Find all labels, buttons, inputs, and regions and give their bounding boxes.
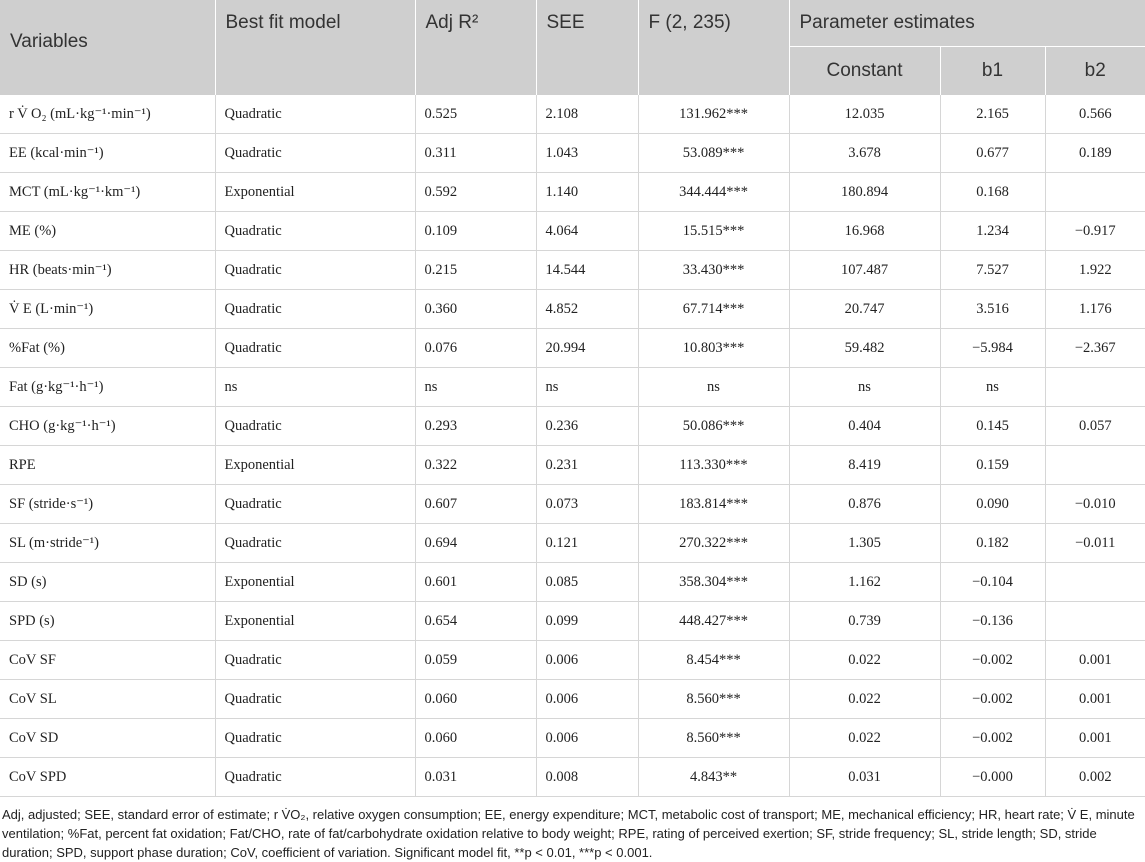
table-row bbox=[0, 407, 1145, 446]
cell-b2: 0.057 bbox=[1045, 407, 1145, 446]
cell-see: 0.006 bbox=[536, 641, 638, 680]
cell-b2: −2.367 bbox=[1045, 329, 1145, 368]
cell-b2 bbox=[1045, 602, 1145, 641]
cell-variable: ME (%) bbox=[0, 212, 215, 251]
cell-b2: 0.002 bbox=[1045, 758, 1145, 797]
cell-see: 0.073 bbox=[536, 485, 638, 524]
cell-variable: CoV SD bbox=[0, 719, 215, 758]
cell-b1: 0.090 bbox=[940, 485, 1045, 524]
table-row bbox=[0, 212, 1145, 251]
cell-constant: 8.419 bbox=[789, 446, 940, 485]
cell-constant: 12.035 bbox=[789, 95, 940, 134]
cell-f: 4.843** bbox=[638, 758, 789, 797]
header-adj-r2: Adj R² bbox=[415, 0, 536, 95]
cell-f: 15.515*** bbox=[638, 212, 789, 251]
cell-model: Exponential bbox=[215, 446, 415, 485]
cell-f: 8.454*** bbox=[638, 641, 789, 680]
cell-model: Quadratic bbox=[215, 95, 415, 134]
cell-b1: 2.165 bbox=[940, 95, 1045, 134]
cell-b2: −0.010 bbox=[1045, 485, 1145, 524]
cell-variable: CoV SF bbox=[0, 641, 215, 680]
table-row bbox=[0, 680, 1145, 719]
cell-f: 131.962*** bbox=[638, 95, 789, 134]
cell-model: Quadratic bbox=[215, 641, 415, 680]
cell-variable: %Fat (%) bbox=[0, 329, 215, 368]
table-row bbox=[0, 173, 1145, 212]
cell-b1: −0.000 bbox=[940, 758, 1045, 797]
cell-variable: Fat (g·kg⁻¹·h⁻¹) bbox=[0, 368, 215, 407]
cell-model: Quadratic bbox=[215, 758, 415, 797]
cell-adj-r2: ns bbox=[415, 368, 536, 407]
cell-b1: −0.002 bbox=[940, 680, 1045, 719]
cell-variable: SL (m·stride⁻¹) bbox=[0, 524, 215, 563]
table-row bbox=[0, 485, 1145, 524]
cell-b1: 7.527 bbox=[940, 251, 1045, 290]
header-variables: Variables bbox=[0, 0, 215, 95]
cell-variable: SF (stride·s⁻¹) bbox=[0, 485, 215, 524]
header-b1: b1 bbox=[940, 47, 1045, 96]
cell-model: Quadratic bbox=[215, 290, 415, 329]
cell-b1: −0.104 bbox=[940, 563, 1045, 602]
cell-constant: 59.482 bbox=[789, 329, 940, 368]
cell-see: 4.852 bbox=[536, 290, 638, 329]
cell-variable: MCT (mL·kg⁻¹·km⁻¹) bbox=[0, 173, 215, 212]
cell-b2 bbox=[1045, 446, 1145, 485]
header-constant: Constant bbox=[789, 47, 940, 96]
cell-b1: −0.002 bbox=[940, 719, 1045, 758]
cell-model: Exponential bbox=[215, 173, 415, 212]
cell-f: 358.304*** bbox=[638, 563, 789, 602]
table-row bbox=[0, 446, 1145, 485]
cell-see: 0.006 bbox=[536, 719, 638, 758]
cell-f: 448.427*** bbox=[638, 602, 789, 641]
table-row bbox=[0, 251, 1145, 290]
cell-b2: 0.189 bbox=[1045, 134, 1145, 173]
header-f: F (2, 235) bbox=[638, 0, 789, 95]
cell-f: 270.322*** bbox=[638, 524, 789, 563]
cell-constant: 0.739 bbox=[789, 602, 940, 641]
cell-constant: 20.747 bbox=[789, 290, 940, 329]
cell-model: Quadratic bbox=[215, 485, 415, 524]
header-parameter-estimates: Parameter estimates bbox=[789, 0, 1145, 47]
cell-b2: 0.001 bbox=[1045, 719, 1145, 758]
cell-see: 4.064 bbox=[536, 212, 638, 251]
cell-variable: SPD (s) bbox=[0, 602, 215, 641]
cell-see: ns bbox=[536, 368, 638, 407]
cell-see: 0.006 bbox=[536, 680, 638, 719]
cell-constant: 0.404 bbox=[789, 407, 940, 446]
table-row bbox=[0, 290, 1145, 329]
cell-adj-r2: 0.059 bbox=[415, 641, 536, 680]
table-row bbox=[0, 602, 1145, 641]
cell-variable: CoV SL bbox=[0, 680, 215, 719]
cell-f: 113.330*** bbox=[638, 446, 789, 485]
cell-adj-r2: 0.694 bbox=[415, 524, 536, 563]
cell-see: 0.236 bbox=[536, 407, 638, 446]
cell-see: 0.231 bbox=[536, 446, 638, 485]
cell-b1: −0.002 bbox=[940, 641, 1045, 680]
cell-constant: 0.876 bbox=[789, 485, 940, 524]
cell-adj-r2: 0.601 bbox=[415, 563, 536, 602]
table-row bbox=[0, 95, 1145, 134]
cell-constant: 1.162 bbox=[789, 563, 940, 602]
cell-variable: CoV SPD bbox=[0, 758, 215, 797]
cell-f: 183.814*** bbox=[638, 485, 789, 524]
cell-b2: −0.011 bbox=[1045, 524, 1145, 563]
cell-adj-r2: 0.525 bbox=[415, 95, 536, 134]
cell-b1: −0.136 bbox=[940, 602, 1045, 641]
table-row bbox=[0, 368, 1145, 407]
cell-constant: 0.022 bbox=[789, 719, 940, 758]
cell-model: Quadratic bbox=[215, 719, 415, 758]
cell-see: 14.544 bbox=[536, 251, 638, 290]
cell-b2: −0.917 bbox=[1045, 212, 1145, 251]
table-row bbox=[0, 329, 1145, 368]
cell-adj-r2: 0.215 bbox=[415, 251, 536, 290]
cell-f: 67.714*** bbox=[638, 290, 789, 329]
cell-model: ns bbox=[215, 368, 415, 407]
cell-variable: HR (beats·min⁻¹) bbox=[0, 251, 215, 290]
cell-see: 1.140 bbox=[536, 173, 638, 212]
cell-f: 8.560*** bbox=[638, 719, 789, 758]
table-row bbox=[0, 641, 1145, 680]
header-best-fit: Best fit model bbox=[215, 0, 415, 95]
cell-f: 10.803*** bbox=[638, 329, 789, 368]
cell-f: 8.560*** bbox=[638, 680, 789, 719]
cell-model: Quadratic bbox=[215, 134, 415, 173]
cell-b1: 0.182 bbox=[940, 524, 1045, 563]
cell-variable: V̇ E (L·min⁻¹) bbox=[0, 290, 215, 329]
table-row bbox=[0, 758, 1145, 797]
cell-adj-r2: 0.109 bbox=[415, 212, 536, 251]
cell-see: 0.085 bbox=[536, 563, 638, 602]
cell-adj-r2: 0.360 bbox=[415, 290, 536, 329]
cell-model: Quadratic bbox=[215, 680, 415, 719]
table-footnote: Adj, adjusted; SEE, standard error of estimate; r V̇O₂, relative oxygen consumption; EE, energy expenditure; MCT, metabolic cost of transport; ME, mechanical efficiency; HR, heart rate; V̇ E, minute ventilation; %Fat, percent fat oxidation; Fat/CHO, rate of fat/carbohydrate oxidation relative to body weight; RPE, rating of perceived exertion; SF, stride frequency; SL, stride length; SD, stride duration; SPD, support phase duration; CoV, coefficient of variation. Significant model fit, **p < 0.01, ***p < 0.001. bbox=[2, 807, 1135, 860]
cell-b2: 0.001 bbox=[1045, 680, 1145, 719]
cell-b1: 3.516 bbox=[940, 290, 1045, 329]
cell-constant: 3.678 bbox=[789, 134, 940, 173]
cell-adj-r2: 0.060 bbox=[415, 719, 536, 758]
cell-b2: 1.922 bbox=[1045, 251, 1145, 290]
table-row bbox=[0, 134, 1145, 173]
cell-see: 1.043 bbox=[536, 134, 638, 173]
header-see: SEE bbox=[536, 0, 638, 95]
cell-adj-r2: 0.311 bbox=[415, 134, 536, 173]
cell-b1: 1.234 bbox=[940, 212, 1045, 251]
cell-constant: 0.022 bbox=[789, 680, 940, 719]
cell-b2: 1.176 bbox=[1045, 290, 1145, 329]
cell-f: 344.444*** bbox=[638, 173, 789, 212]
table-row bbox=[0, 524, 1145, 563]
cell-constant: 0.031 bbox=[789, 758, 940, 797]
cell-model: Quadratic bbox=[215, 524, 415, 563]
cell-model: Quadratic bbox=[215, 329, 415, 368]
cell-f: 33.430*** bbox=[638, 251, 789, 290]
cell-constant: 0.022 bbox=[789, 641, 940, 680]
table-header bbox=[0, 0, 1145, 95]
cell-model: Quadratic bbox=[215, 407, 415, 446]
table-body bbox=[0, 95, 1145, 797]
cell-adj-r2: 0.654 bbox=[415, 602, 536, 641]
cell-model: Exponential bbox=[215, 563, 415, 602]
cell-see: 0.121 bbox=[536, 524, 638, 563]
cell-b1: −5.984 bbox=[940, 329, 1045, 368]
cell-adj-r2: 0.031 bbox=[415, 758, 536, 797]
cell-constant: ns bbox=[789, 368, 940, 407]
cell-f: 50.086*** bbox=[638, 407, 789, 446]
cell-variable: RPE bbox=[0, 446, 215, 485]
cell-see: 0.008 bbox=[536, 758, 638, 797]
table-row bbox=[0, 719, 1145, 758]
cell-b2 bbox=[1045, 368, 1145, 407]
cell-variable: r V̇ O₂ (mL·kg⁻¹·min⁻¹) bbox=[0, 95, 215, 134]
cell-adj-r2: 0.322 bbox=[415, 446, 536, 485]
cell-adj-r2: 0.076 bbox=[415, 329, 536, 368]
cell-constant: 107.487 bbox=[789, 251, 940, 290]
cell-see: 20.994 bbox=[536, 329, 638, 368]
cell-variable: EE (kcal·min⁻¹) bbox=[0, 134, 215, 173]
cell-model: Quadratic bbox=[215, 251, 415, 290]
cell-variable: CHO (g·kg⁻¹·h⁻¹) bbox=[0, 407, 215, 446]
cell-constant: 1.305 bbox=[789, 524, 940, 563]
cell-b1: 0.168 bbox=[940, 173, 1045, 212]
cell-b1: 0.677 bbox=[940, 134, 1045, 173]
cell-variable: SD (s) bbox=[0, 563, 215, 602]
header-b2: b2 bbox=[1045, 47, 1145, 96]
cell-adj-r2: 0.607 bbox=[415, 485, 536, 524]
cell-constant: 16.968 bbox=[789, 212, 940, 251]
cell-b2: 0.566 bbox=[1045, 95, 1145, 134]
cell-see: 2.108 bbox=[536, 95, 638, 134]
cell-b2 bbox=[1045, 173, 1145, 212]
cell-b2 bbox=[1045, 563, 1145, 602]
cell-adj-r2: 0.060 bbox=[415, 680, 536, 719]
cell-model: Quadratic bbox=[215, 212, 415, 251]
cell-adj-r2: 0.592 bbox=[415, 173, 536, 212]
cell-b1: 0.159 bbox=[940, 446, 1045, 485]
cell-adj-r2: 0.293 bbox=[415, 407, 536, 446]
cell-f: 53.089*** bbox=[638, 134, 789, 173]
cell-f: ns bbox=[638, 368, 789, 407]
cell-see: 0.099 bbox=[536, 602, 638, 641]
table-row bbox=[0, 563, 1145, 602]
cell-b2: 0.001 bbox=[1045, 641, 1145, 680]
cell-b1: ns bbox=[940, 368, 1045, 407]
cell-b1: 0.145 bbox=[940, 407, 1045, 446]
cell-constant: 180.894 bbox=[789, 173, 940, 212]
cell-model: Exponential bbox=[215, 602, 415, 641]
